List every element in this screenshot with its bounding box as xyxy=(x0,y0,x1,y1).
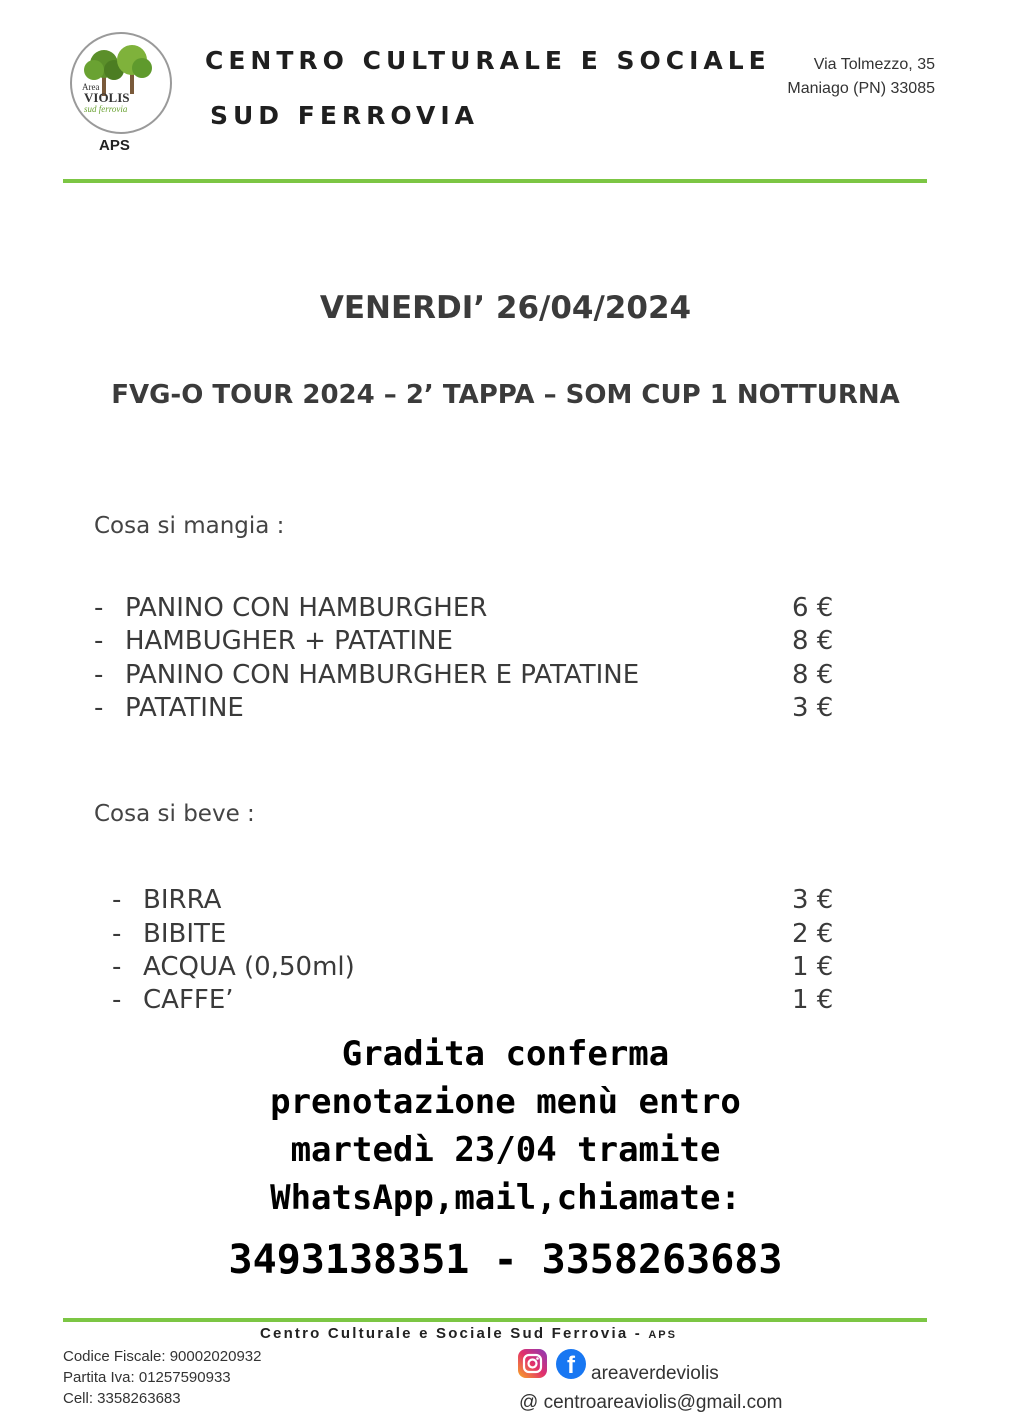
drinks-heading: Cosa si beve : xyxy=(94,801,255,827)
cell-number: Cell: 3358263683 xyxy=(63,1390,181,1407)
drink-item-price: 1 € xyxy=(792,985,834,1015)
org-name-line1: CENTRO CULTURALE E SOCIALE xyxy=(205,46,771,75)
booking-notice xyxy=(0,1030,1011,1222)
social-handle[interactable]: areaverdeviolis xyxy=(591,1363,719,1384)
instagram-icon[interactable] xyxy=(518,1349,547,1378)
list-dash: - xyxy=(112,885,122,915)
drink-item-name: CAFFE’ xyxy=(143,985,234,1015)
list-dash: - xyxy=(112,985,122,1015)
footer-aps: APS xyxy=(648,1329,677,1341)
event-date: VENERDI’ 26/04/2024 xyxy=(319,290,692,326)
drink-item-name: ACQUA (0,50ml) xyxy=(143,952,355,982)
footer-divider xyxy=(63,1318,927,1322)
logo xyxy=(70,32,172,134)
list-dash: - xyxy=(94,660,104,690)
facebook-icon[interactable]: f xyxy=(556,1349,586,1379)
food-item-name: HAMBUGHER + PATATINE xyxy=(125,626,453,656)
logo-badge: APS xyxy=(99,137,130,154)
logo-subtitle-text: sud ferrovia xyxy=(84,104,128,114)
notice-line: WhatsApp,mail,chiamate: xyxy=(270,1178,741,1218)
food-item-name: PANINO CON HAMBURGHER E PATATINE xyxy=(125,660,640,690)
header-divider xyxy=(63,179,927,183)
list-dash: - xyxy=(94,693,104,723)
drink-item-price: 2 € xyxy=(792,919,834,949)
tree-icon xyxy=(72,34,170,132)
food-item-price: 8 € xyxy=(792,626,834,656)
drink-item-name: BIBITE xyxy=(143,919,227,949)
logo-area-text: Area xyxy=(82,82,100,92)
food-item-name: PANINO CON HAMBURGHER xyxy=(125,593,488,623)
address-city: Maniago (PN) 33085 xyxy=(787,80,935,97)
food-item-price: 3 € xyxy=(792,693,834,723)
event-title: FVG-O TOUR 2024 – 2’ TAPPA – SOM CUP 1 NOTTURNA xyxy=(111,380,900,410)
email-address[interactable]: @ centroareaviolis@gmail.com xyxy=(519,1392,783,1413)
footer-org-text: Centro Culturale e Sociale Sud Ferrovia - xyxy=(260,1325,642,1342)
notice-line: Gradita conferma xyxy=(341,1034,670,1074)
org-name-line2: SUD FERROVIA xyxy=(210,101,479,130)
food-item-price: 6 € xyxy=(792,593,834,623)
codice-fiscale: Codice Fiscale: 90002020932 xyxy=(63,1348,262,1365)
list-dash: - xyxy=(94,593,104,623)
food-item-price: 8 € xyxy=(792,660,834,690)
food-heading: Cosa si mangia : xyxy=(94,513,285,539)
notice-line: prenotazione menù entro xyxy=(270,1082,741,1122)
logo-name-text: VIOLIS xyxy=(84,90,130,105)
footer-org-name xyxy=(260,1325,677,1342)
drink-item-price: 3 € xyxy=(792,885,834,915)
list-dash: - xyxy=(94,626,104,656)
drink-item-price: 1 € xyxy=(792,952,834,982)
notice-line: martedì 23/04 tramite xyxy=(290,1130,721,1170)
phone-numbers: 3493138351 - 3358263683 xyxy=(228,1237,783,1283)
food-item-name: PATATINE xyxy=(125,693,244,723)
list-dash: - xyxy=(112,952,122,982)
list-dash: - xyxy=(112,919,122,949)
address-street: Via Tolmezzo, 35 xyxy=(813,56,935,73)
partita-iva: Partita Iva: 01257590933 xyxy=(63,1369,231,1386)
drink-item-name: BIRRA xyxy=(143,885,222,915)
